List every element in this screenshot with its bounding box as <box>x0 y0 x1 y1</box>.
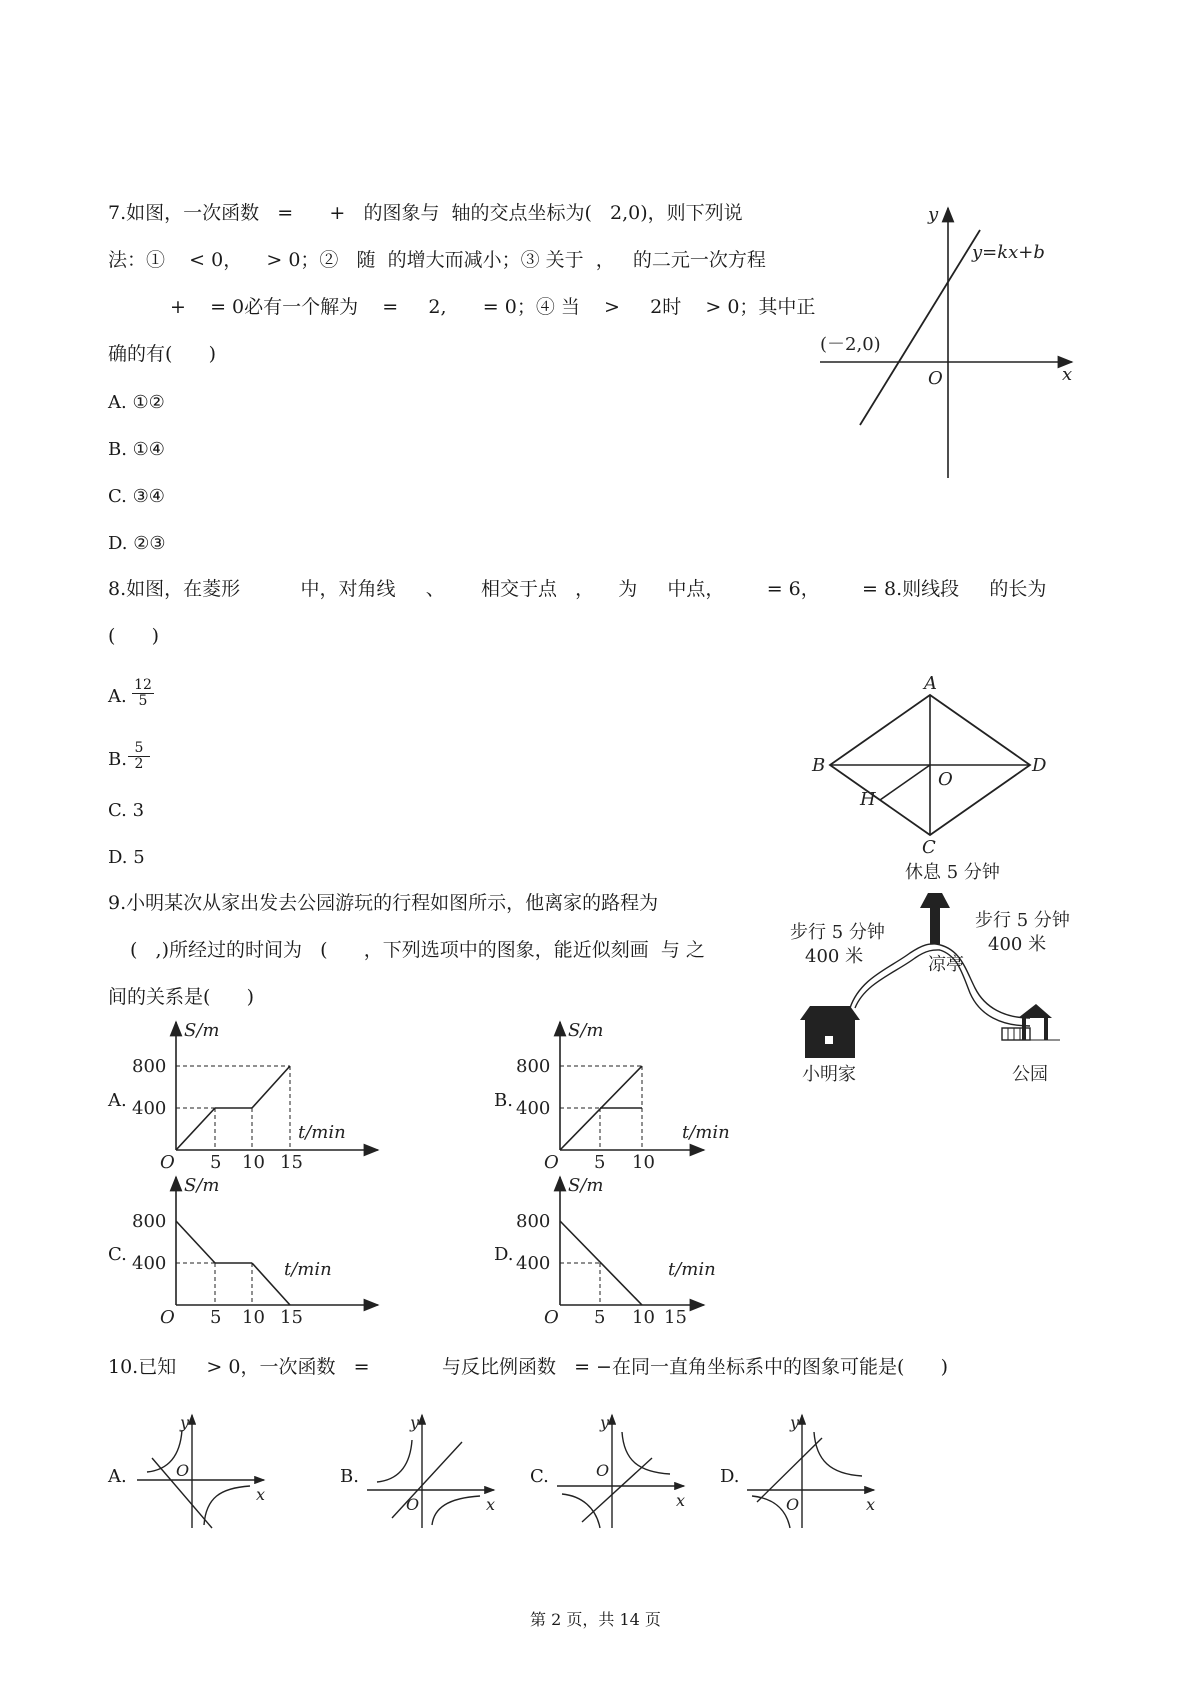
q10-d-origin: O <box>786 1495 800 1514</box>
page-footer: 第 2 页，共 14 页 <box>530 1610 661 1629</box>
q7-x-label: x <box>1062 364 1073 385</box>
q7-line2: 法：① < 0， > 0；② 随 的增大而减小；③ 关于 ， 的二元一次方程 <box>108 249 766 271</box>
q9-graph-b <box>514 1020 764 1173</box>
q10-b-x: x <box>486 1495 496 1514</box>
q7-option-b[interactable]: B. ①④ <box>108 439 165 460</box>
q9-b-ytick-400: 400 <box>516 1098 551 1119</box>
q9-c-xlabel: t/min <box>284 1259 332 1280</box>
q10-graph-c <box>552 1410 702 1530</box>
q9-graph-b-label[interactable]: B. <box>494 1090 513 1111</box>
q9-d-origin: O <box>544 1307 559 1328</box>
q8-line1: 8.如图，在菱形 中，对角线 、 相交于点 ， 为 中点， = 6， = 8.则线段 的长为 <box>108 578 1047 600</box>
q9-a-xlabel: t/min <box>298 1122 346 1143</box>
q8-option-d[interactable]: D. 5 <box>108 847 145 868</box>
q9-a-origin: O <box>160 1152 175 1173</box>
q9-d-xtick-15: 15 <box>664 1307 687 1328</box>
q10-c-y: y <box>600 1413 610 1432</box>
q8-option-b[interactable]: B. <box>108 749 127 770</box>
q8-option-b-denominator: 2 <box>134 756 144 773</box>
q9-line1: 9.小明某次从家出发去公园游玩的行程如图所示，他离家的路程为 <box>108 892 659 914</box>
q10-graph-b <box>362 1410 512 1530</box>
q9-d-ytick-800: 800 <box>516 1211 551 1232</box>
q10-line1: 10.已知 > 0，一次函数 = 与反比例函数 = −在同一直角坐标系中的图象可能是( ) <box>108 1356 949 1378</box>
q9-graph-c-label[interactable]: C. <box>108 1244 127 1265</box>
q7-line1: 7.如图，一次函数 = + 的图象与 轴的交点坐标为( 2,0)，则下列说 <box>108 202 743 224</box>
q10-c-x: x <box>676 1491 686 1510</box>
q9-home-label: 小明家 <box>802 1064 856 1085</box>
q9-walk-left-label: 步行 5 分钟 <box>790 922 885 943</box>
q9-line3: 间的关系是( ) <box>108 986 255 1008</box>
q8-option-a[interactable]: A. <box>108 686 127 707</box>
q10-b-origin: O <box>406 1495 420 1514</box>
pavilion-icon <box>920 893 950 908</box>
q8-rhombus-figure <box>810 673 1050 858</box>
q10-a-origin: O <box>176 1461 190 1480</box>
q7-line-label: y=kx+b <box>972 242 1045 263</box>
q9-b-xtick-10: 10 <box>632 1152 655 1173</box>
park-icon <box>1002 1004 1060 1040</box>
q9-d-xtick-10: 10 <box>632 1307 655 1328</box>
q10-graph-a-label[interactable]: A. <box>108 1466 127 1487</box>
q9-dist-left-label: 400 米 <box>805 946 864 967</box>
q10-graph-d-label[interactable]: D. <box>720 1466 740 1487</box>
q7-option-a[interactable]: A. ①② <box>108 392 165 413</box>
q8-label-a: A <box>924 673 937 694</box>
q9-pavilion-label: 凉亭 <box>928 954 964 975</box>
q9-b-ytick-800: 800 <box>516 1056 551 1077</box>
q9-c-ytick-800: 800 <box>132 1211 167 1232</box>
q8-option-c[interactable]: C. 3 <box>108 800 145 821</box>
q9-d-xlabel: t/min <box>668 1259 716 1280</box>
q8-option-b-fraction <box>128 741 150 773</box>
q8-label-o: O <box>938 769 953 790</box>
q9-b-ylabel: S/m <box>568 1020 604 1041</box>
q9-a-xtick-15: 15 <box>280 1152 303 1173</box>
q7-option-d[interactable]: D. ②③ <box>108 533 166 554</box>
q10-d-x: x <box>866 1495 876 1514</box>
q9-graph-a-label[interactable]: A. <box>108 1090 127 1111</box>
q9-c-xtick-5: 5 <box>210 1307 222 1328</box>
q9-a-ytick-400: 400 <box>132 1098 167 1119</box>
home-icon <box>800 1006 860 1058</box>
q10-a-x: x <box>256 1485 266 1504</box>
q8-option-b-numerator: 5 <box>128 741 150 757</box>
q7-option-c[interactable]: C. ③④ <box>108 486 165 507</box>
q7-point-label: (－2,0) <box>820 334 881 355</box>
q7-origin-label: O <box>928 368 943 389</box>
q9-a-xtick-10: 10 <box>242 1152 265 1173</box>
q7-y-label: y <box>928 204 939 225</box>
q10-c-origin: O <box>596 1461 610 1480</box>
q9-park-label: 公园 <box>1012 1064 1048 1085</box>
q8-option-a-numerator: 12 <box>132 678 154 694</box>
q9-c-ylabel: S/m <box>184 1175 220 1196</box>
q9-walk-right-label: 步行 5 分钟 <box>975 910 1070 931</box>
q9-graph-d <box>514 1175 764 1328</box>
q8-option-a-denominator: 5 <box>138 693 148 710</box>
q7-figure <box>820 200 1080 480</box>
q9-graph-c <box>130 1175 380 1328</box>
q7-line3: + = 0必有一个解为 = 2, = 0；④ 当 > 2时 > 0；其中正 <box>170 296 816 318</box>
q10-graph-c-label[interactable]: C. <box>530 1466 549 1487</box>
q9-a-ytick-800: 800 <box>132 1056 167 1077</box>
q10-graph-a <box>132 1410 282 1530</box>
q9-d-xtick-5: 5 <box>594 1307 606 1328</box>
q8-label-d: D <box>1032 755 1047 776</box>
q9-b-xlabel: t/min <box>682 1122 730 1143</box>
q9-c-origin: O <box>160 1307 175 1328</box>
q10-d-y: y <box>790 1413 800 1432</box>
q9-a-xtick-5: 5 <box>210 1152 222 1173</box>
q10-a-y: y <box>180 1413 190 1432</box>
q8-label-b: B <box>812 755 826 776</box>
q8-option-a-fraction <box>132 678 154 710</box>
q9-rest-label: 休息 5 分钟 <box>905 862 1000 883</box>
q9-graph-a <box>130 1020 380 1173</box>
q10-graph-b-label[interactable]: B. <box>340 1466 359 1487</box>
q8-label-h: H <box>860 789 876 810</box>
q9-c-ytick-400: 400 <box>132 1253 167 1274</box>
q9-a-ylabel: S/m <box>184 1020 220 1041</box>
q9-dist-right-label: 400 米 <box>988 934 1047 955</box>
q9-b-origin: O <box>544 1152 559 1173</box>
q9-d-ylabel: S/m <box>568 1175 604 1196</box>
q10-graph-d <box>742 1410 892 1530</box>
q8-line2: ( ) <box>108 625 160 647</box>
q9-c-xtick-15: 15 <box>280 1307 303 1328</box>
q9-d-ytick-400: 400 <box>516 1253 551 1274</box>
q9-c-xtick-10: 10 <box>242 1307 265 1328</box>
q7-line4: 确的有( ) <box>108 343 217 365</box>
q9-b-xtick-5: 5 <box>594 1152 606 1173</box>
q9-route-figure <box>790 858 1090 1085</box>
q9-line2: ( ,)所经过的时间为 ( ，下列选项中的图象，能近似刻画 与 之 <box>130 939 705 961</box>
q8-label-c: C <box>922 837 936 858</box>
q10-b-y: y <box>410 1413 420 1432</box>
q9-graph-d-label[interactable]: D. <box>494 1244 514 1265</box>
